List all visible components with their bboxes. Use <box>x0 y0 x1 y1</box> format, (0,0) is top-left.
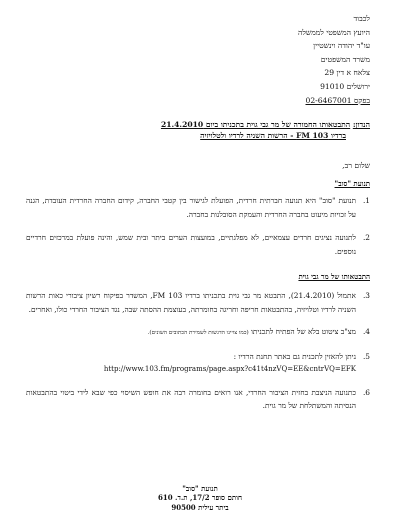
list-item <box>26 350 370 377</box>
footer-address: חותם סופר 17/2, ת.ד. 610 <box>157 493 243 502</box>
section-title-movement: תנועת "סוב" <box>334 179 370 189</box>
item-number: 6. <box>362 387 370 397</box>
address-line: היועץ המשפטי לממשלה <box>297 27 370 37</box>
subject-block <box>26 119 370 141</box>
address-line: משרד המשפטים <box>320 54 370 64</box>
program-url-link[interactable]: http://www.103.fm/programs/page.aspx?c41t4nzVQ=EE&cntrVQ=EFK <box>103 365 356 374</box>
address-line: ירושלים 91010 <box>320 81 370 91</box>
item-number: 2. <box>362 233 370 243</box>
address-line: עו"ד יהודה וינשטיין <box>313 41 370 51</box>
fax-line: בפקס 02-6467001 <box>305 95 370 105</box>
list-item <box>26 194 370 221</box>
item-note: (כמו צויינו הדגשות לשמירת הכתובים השונים). <box>147 330 249 337</box>
footer-signature <box>0 484 400 513</box>
item-text: תנועת "סוב" היא תנועה חברתית חרדית, הפועלת לגישור בין קטבי החברה, קידום החברה החרדית העובדת, הגנה על זכויות מיעוט בחברה החרדית והעמקת הסובלנות בחברה. <box>26 196 356 219</box>
footer-org: תנועת "סוב" <box>182 483 218 493</box>
list-item <box>26 231 370 258</box>
list-item <box>26 386 370 413</box>
greeting: שלום רב, <box>342 161 370 171</box>
item-text: מצ"ב ציטוט בלא של הפתיח לתכניתו <box>251 327 356 337</box>
item-text: לתנועה נציגים חרדים עצמאיים, לא מפלגתיים, במועצות הערים ביתר ובית שמש, והינה פועלת במרכזים חרדיים נוספים. <box>26 233 356 256</box>
item-text: אתמול (21.4.2010), התבטא מר גבי גוית בתכניתו ברדיו 103 FM, המשדר בפיקוח רשיון ציבורי כאות הרשות השניה לרדיו וטלויזיה, בהתבטאות חריפה וחריגה בחומרתה, בעוצמת ההסתה שבה, נגד הציבור החרדי כולו, ואחרים. <box>26 291 356 314</box>
item-number: 1. <box>362 196 370 206</box>
section-title-statement: התבטאותו של מר גבי גוית <box>298 272 370 282</box>
items-section-1 <box>26 194 370 258</box>
address-line: לכבוד <box>353 14 370 23</box>
list-item <box>26 325 370 341</box>
footer-city: ביתר עילית 90500 <box>171 502 229 512</box>
item-number: 4. <box>362 327 370 337</box>
subject-label: הנדון: <box>352 120 370 130</box>
address-line: צלאח א דין 29 <box>324 68 370 78</box>
item-number: 5. <box>362 351 370 361</box>
subject-line-1: התבטאותו החמורה של מר גבי גוית בתכניתו ביום 21.4.2010 <box>160 120 351 130</box>
subject-line-2: ברדיו FM 103 - הרשות השניה לרדיו ולטלויזיה <box>200 131 346 141</box>
item-text: ניתן להאזין לתכנית גם באתר תחנת הרדיו : <box>233 351 356 361</box>
items-section-2 <box>26 289 370 413</box>
recipient-address <box>26 12 370 107</box>
item-number: 3. <box>362 291 370 301</box>
list-item <box>26 289 370 316</box>
item-text: כתנועה הניצבת בחזית הציבור החרדי, אנו רואים בחומרה רבה את חופש השיסוי כפי שבא לידי ביטוי בהתבטאות הנסיתה והמשתלחת של מר גוית. <box>26 387 356 411</box>
